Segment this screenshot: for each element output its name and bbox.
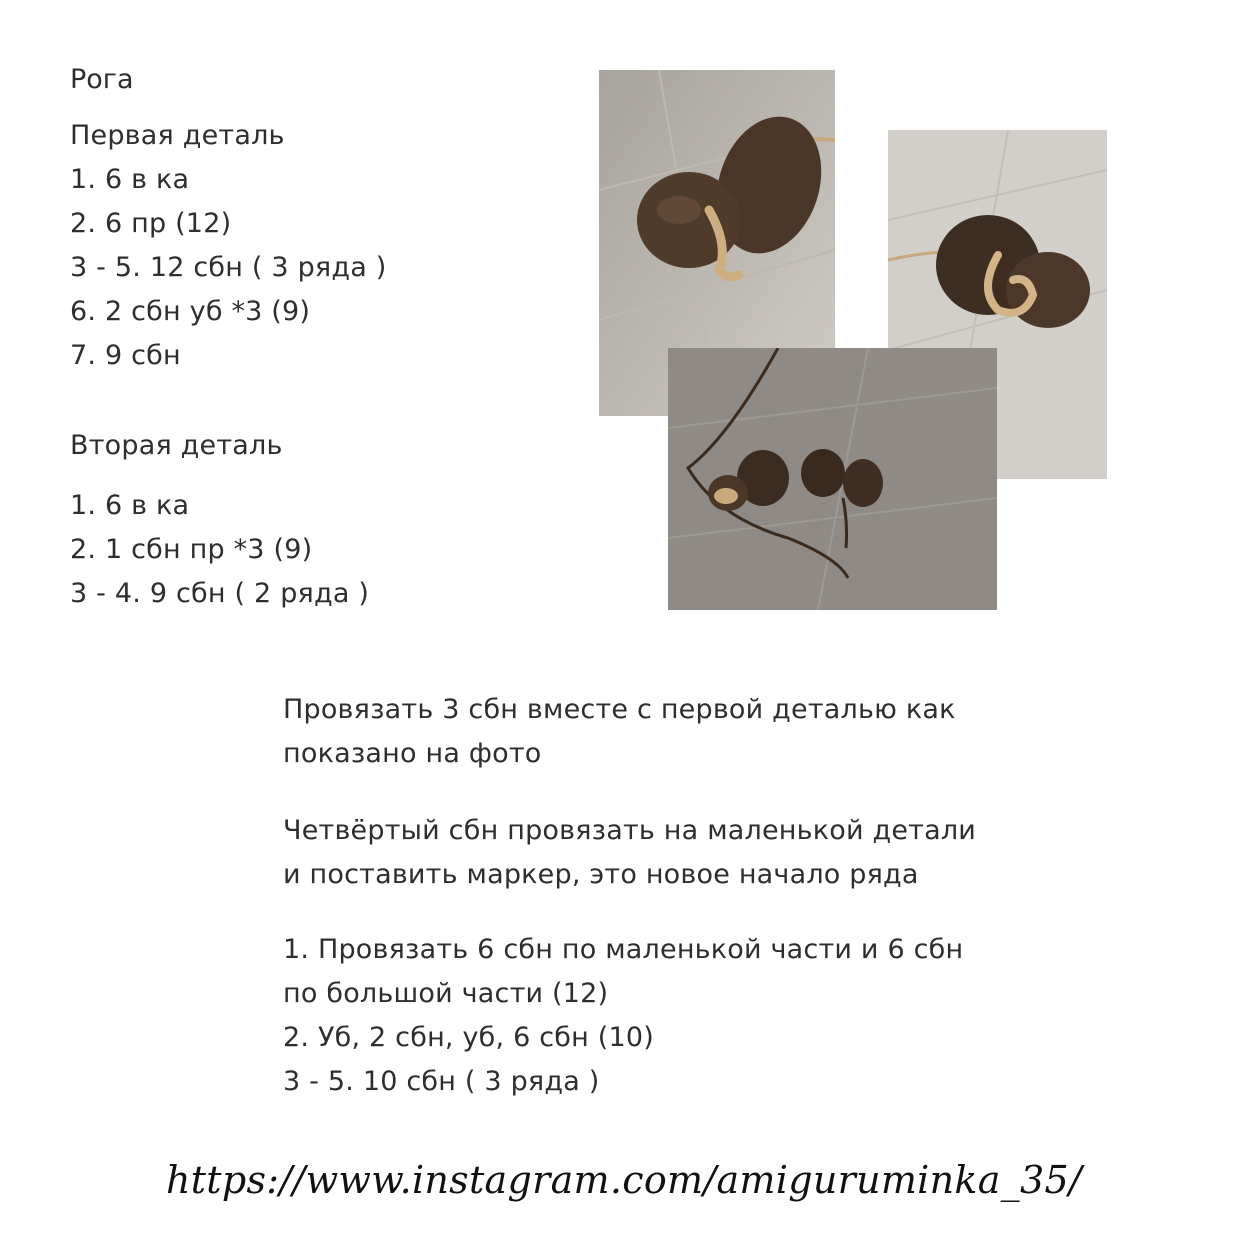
instruction-line: Четвёртый сбн провязать на маленькой детали <box>283 815 977 846</box>
instruction-row: 3 - 5. 10 сбн ( 3 ряда ) <box>283 1066 600 1097</box>
part2-heading: Вторая деталь <box>70 430 283 461</box>
part2-row: 3 - 4. 9 сбн ( 2 ряда ) <box>70 578 370 609</box>
instructions-para2 <box>283 809 976 897</box>
part2-block <box>70 484 369 616</box>
part1-row: 7. 9 сбн <box>70 340 181 371</box>
part2-row: 2. 1 сбн пр *3 (9) <box>70 534 313 565</box>
instructions-para1 <box>283 688 956 776</box>
photo-two-parts <box>668 348 997 610</box>
instruction-line: Провязать 3 сбн вместе с первой деталью как <box>283 694 956 725</box>
instruction-row: 1. Провязать 6 сбн по маленькой части и 6 сбн <box>283 934 964 965</box>
instruction-row: по большой части (12) <box>283 978 609 1009</box>
footer-url[interactable]: https://www.instagram.com/amiguruminka_35/ <box>165 1158 1083 1202</box>
part1-row: 1. 6 в ка <box>70 164 190 195</box>
part1-block <box>70 114 387 378</box>
part1-row: 2. 6 пр (12) <box>70 208 232 239</box>
instructions-rows <box>283 928 963 1104</box>
part1-heading: Первая деталь <box>70 120 285 151</box>
part1-row: 3 - 5. 12 сбн ( 3 ряда ) <box>70 252 387 283</box>
instruction-line: показано на фото <box>283 738 542 769</box>
part2-row: 1. 6 в ка <box>70 490 190 521</box>
instruction-line: и поставить маркер, это новое начало ряда <box>283 859 919 890</box>
part1-row: 6. 2 сбн уб *3 (9) <box>70 296 311 327</box>
page-title: Рога <box>70 64 134 95</box>
instruction-row: 2. Уб, 2 сбн, уб, 6 сбн (10) <box>283 1022 654 1053</box>
